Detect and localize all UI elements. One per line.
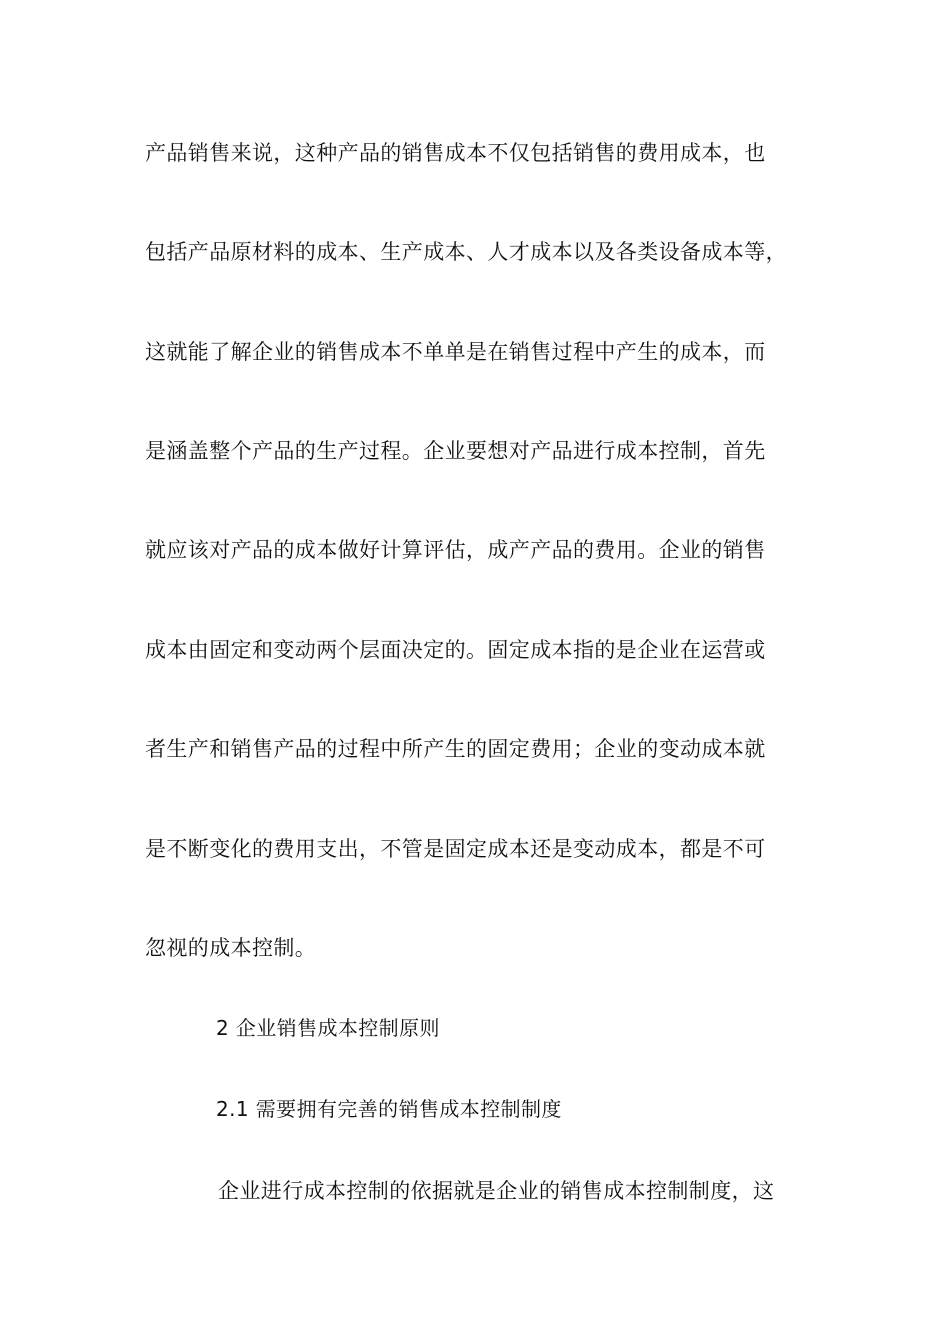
paragraph-line: 就应该对产品的成本做好计算评估，成产产品的费用。企业的销售	[145, 538, 766, 562]
paragraph-line: 者生产和销售产品的过程中所产生的固定费用；企业的变动成本就	[145, 737, 766, 761]
paragraph-line: 是不断变化的费用支出，不管是固定成本还是变动成本，都是不可	[145, 837, 766, 861]
paragraph-line: 企业进行成本控制的依据就是企业的销售成本控制制度，这	[218, 1179, 775, 1203]
subsection-heading: 2.1 需要拥有完善的销售成本控制制度	[216, 1097, 562, 1121]
paragraph-line: 包括产品原材料的成本、生产成本、人才成本以及各类设备成本等，	[145, 240, 787, 264]
section-heading: 2 企业销售成本控制原则	[216, 1016, 440, 1040]
paragraph-line: 是涵盖整个产品的生产过程。企业要想对产品进行成本控制，首先	[145, 439, 766, 463]
paragraph-line: 成本由固定和变动两个层面决定的。固定成本指的是企业在运营或	[145, 638, 766, 662]
paragraph-line: 这就能了解企业的销售成本不单单是在销售过程中产生的成本，而	[145, 340, 766, 364]
paragraph-line: 忽视的成本控制。	[145, 936, 317, 960]
paragraph-line: 产品销售来说，这种产品的销售成本不仅包括销售的费用成本，也	[145, 141, 766, 165]
